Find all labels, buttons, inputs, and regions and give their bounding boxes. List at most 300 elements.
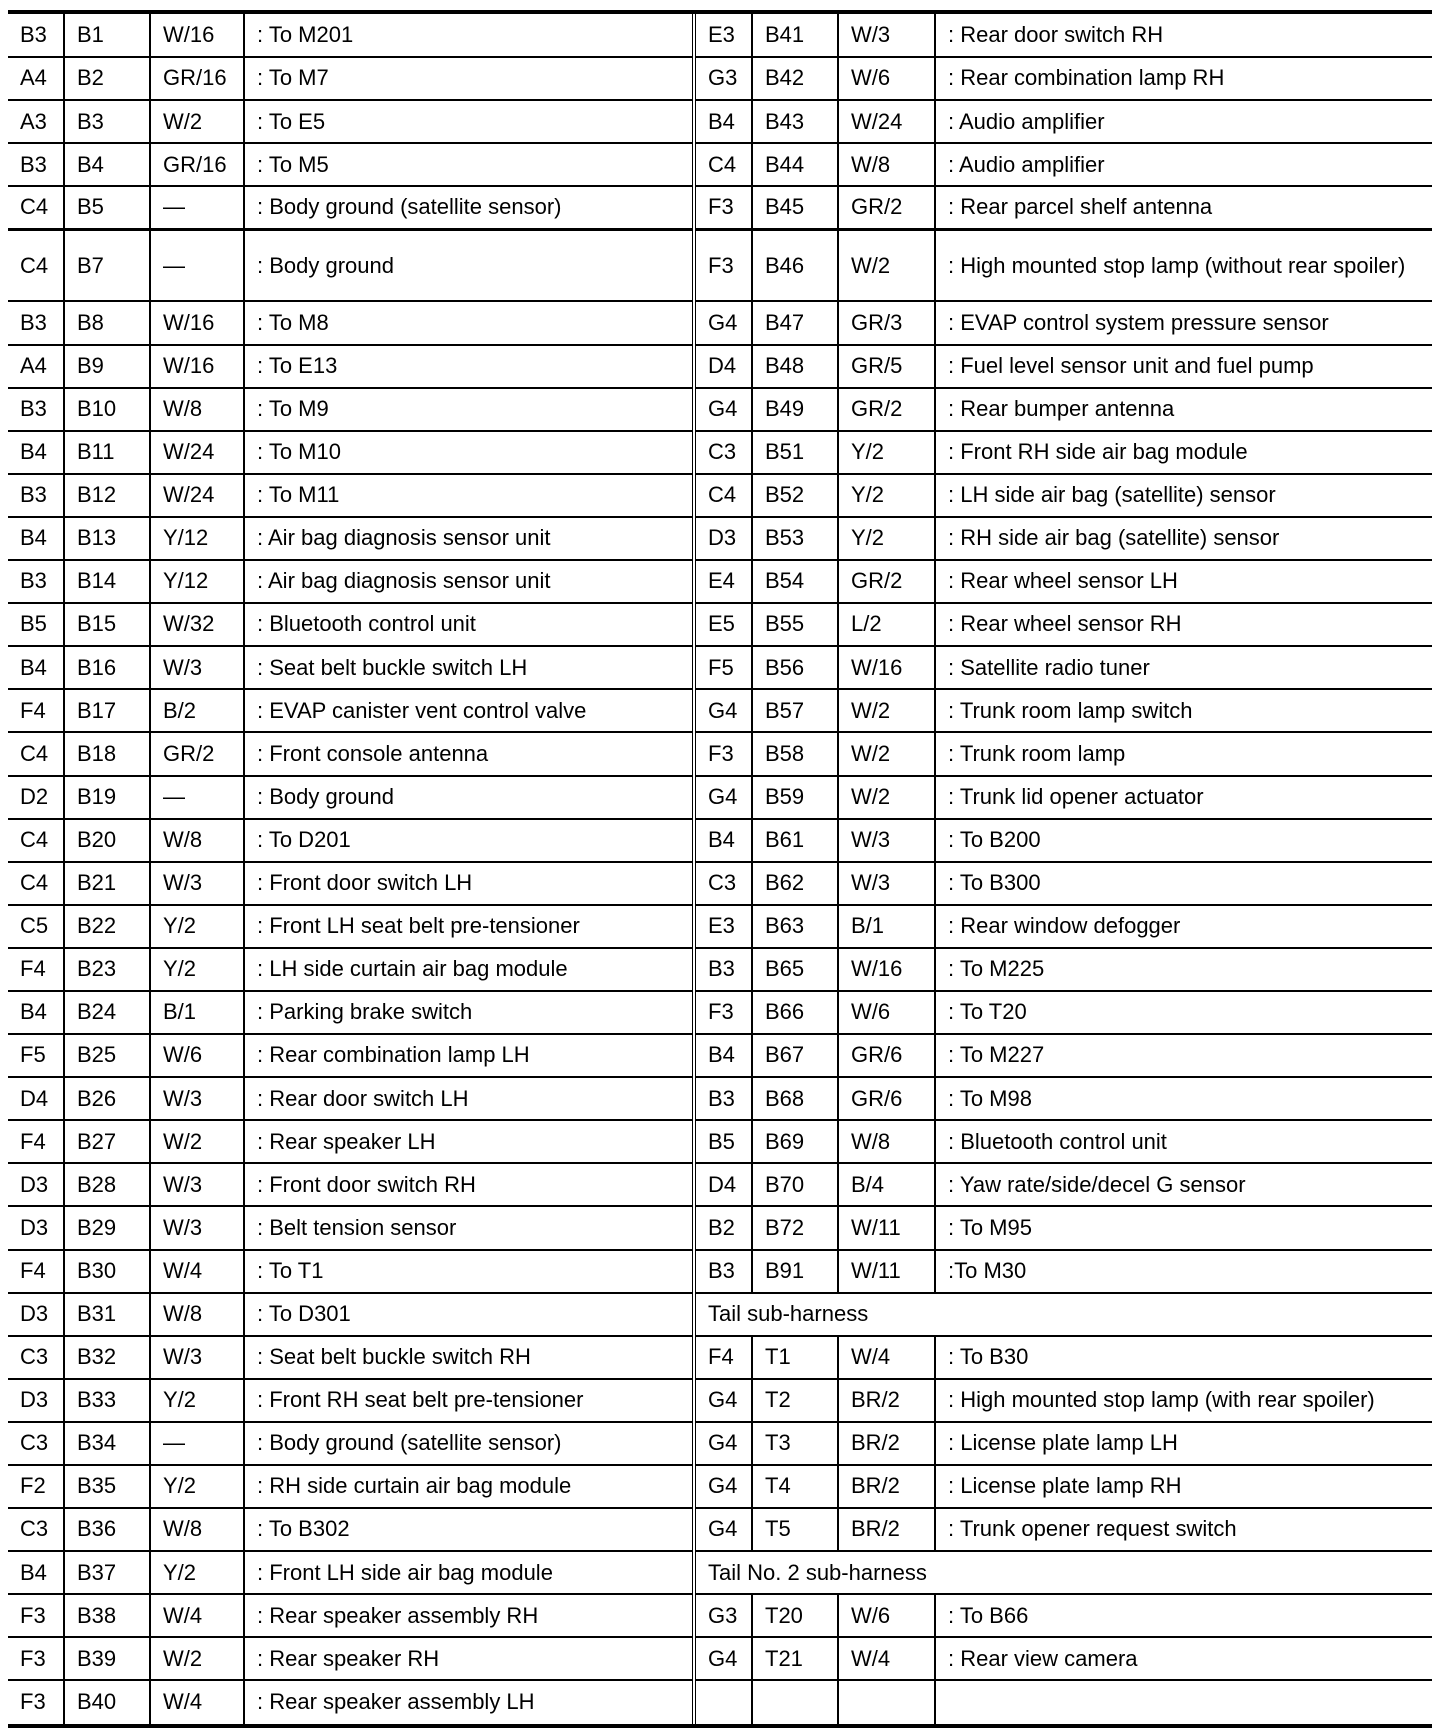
connector-number: B72 <box>752 1206 838 1249</box>
connector-description: : To M9 <box>244 388 694 431</box>
connector-spec: W/2 <box>838 689 935 732</box>
grid-location: B4 <box>694 1034 752 1077</box>
connector-number: B27 <box>64 1120 150 1163</box>
grid-location: F5 <box>8 1034 64 1077</box>
connector-spec: B/1 <box>150 991 244 1034</box>
connector-number: B33 <box>64 1379 150 1422</box>
table-row <box>8 431 1432 474</box>
connector-description: : EVAP canister vent control valve <box>244 689 694 732</box>
connector-list-table <box>8 10 1432 1728</box>
connector-description: : Rear window defogger <box>935 905 1432 948</box>
connector-number: B15 <box>64 603 150 646</box>
connector-description: : To B300 <box>935 862 1432 905</box>
connector-description: : To E13 <box>244 345 694 388</box>
connector-spec: GR/2 <box>838 560 935 603</box>
grid-location: G4 <box>694 388 752 431</box>
grid-location: C4 <box>8 862 64 905</box>
connector-number: B10 <box>64 388 150 431</box>
table-row <box>8 1422 1432 1465</box>
connector-spec: W/3 <box>150 1206 244 1249</box>
connector-description: : To M11 <box>244 474 694 517</box>
connector-spec: W/24 <box>150 431 244 474</box>
table-row <box>8 1034 1432 1077</box>
grid-location: B4 <box>8 517 64 560</box>
grid-location: D4 <box>694 345 752 388</box>
connector-description: : Rear speaker assembly RH <box>244 1594 694 1637</box>
connector-description: : To M95 <box>935 1206 1432 1249</box>
grid-location: G4 <box>694 1508 752 1551</box>
table-row <box>8 646 1432 689</box>
connector-description: : Trunk room lamp <box>935 732 1432 775</box>
sub-harness-heading: Tail sub-harness <box>694 1293 1432 1336</box>
connector-spec: W/16 <box>150 345 244 388</box>
table-row <box>8 1379 1432 1422</box>
connector-number: B56 <box>752 646 838 689</box>
connector-spec: GR/16 <box>150 57 244 100</box>
grid-location: C4 <box>8 229 64 301</box>
connector-number: T20 <box>752 1594 838 1637</box>
connector-description: : Parking brake switch <box>244 991 694 1034</box>
connector-number: B16 <box>64 646 150 689</box>
connector-description: : Air bag diagnosis sensor unit <box>244 560 694 603</box>
connector-number: B5 <box>64 186 150 229</box>
connector-spec: W/4 <box>838 1637 935 1680</box>
grid-location <box>694 1680 752 1723</box>
grid-location: D3 <box>8 1293 64 1336</box>
connector-description: : Rear bumper antenna <box>935 388 1432 431</box>
grid-location: D4 <box>694 1163 752 1206</box>
connector-number: B69 <box>752 1120 838 1163</box>
connector-spec: GR/2 <box>838 186 935 229</box>
grid-location: D3 <box>8 1206 64 1249</box>
grid-location: C4 <box>694 143 752 186</box>
connector-description: : To M7 <box>244 57 694 100</box>
table-row <box>8 948 1432 991</box>
connector-number: B8 <box>64 301 150 344</box>
connector-number <box>752 1680 838 1723</box>
connector-number: B54 <box>752 560 838 603</box>
connector-spec: W/2 <box>150 1120 244 1163</box>
connector-number: T5 <box>752 1508 838 1551</box>
connector-spec: B/1 <box>838 905 935 948</box>
connector-description: : Rear view camera <box>935 1637 1432 1680</box>
grid-location: F3 <box>694 229 752 301</box>
connector-number: B34 <box>64 1422 150 1465</box>
table-row <box>8 991 1432 1034</box>
connector-number: B39 <box>64 1637 150 1680</box>
grid-location: E4 <box>694 560 752 603</box>
table-row <box>8 732 1432 775</box>
grid-location: C3 <box>694 862 752 905</box>
connector-description: : EVAP control system pressure sensor <box>935 301 1432 344</box>
connector-number: B43 <box>752 100 838 143</box>
connector-number: B49 <box>752 388 838 431</box>
connector-description: : Rear wheel sensor LH <box>935 560 1432 603</box>
connector-description: : Audio amplifier <box>935 100 1432 143</box>
table-row <box>8 388 1432 431</box>
connector-description: : To D301 <box>244 1293 694 1336</box>
grid-location: C4 <box>8 732 64 775</box>
connector-spec: W/2 <box>838 776 935 819</box>
connector-spec: Y/2 <box>150 1379 244 1422</box>
connector-spec: Y/2 <box>838 431 935 474</box>
table-row <box>8 474 1432 517</box>
connector-number: B40 <box>64 1680 150 1723</box>
connector-spec: GR/3 <box>838 301 935 344</box>
connector-spec: GR/16 <box>150 143 244 186</box>
connector-number: B42 <box>752 57 838 100</box>
connector-number: B18 <box>64 732 150 775</box>
grid-location: C5 <box>8 905 64 948</box>
connector-description: : Rear combination lamp LH <box>244 1034 694 1077</box>
connector-description: : Satellite radio tuner <box>935 646 1432 689</box>
grid-location: B5 <box>694 1120 752 1163</box>
table-row <box>8 14 1432 57</box>
connector-number: B24 <box>64 991 150 1034</box>
connector-number: B48 <box>752 345 838 388</box>
grid-location: B4 <box>694 819 752 862</box>
connector-number: T3 <box>752 1422 838 1465</box>
connector-description: : Yaw rate/side/decel G sensor <box>935 1163 1432 1206</box>
table-row <box>8 776 1432 819</box>
grid-location: E5 <box>694 603 752 646</box>
connector-spec: Y/2 <box>838 474 935 517</box>
connector-number: B3 <box>64 100 150 143</box>
connector-description: : To B66 <box>935 1594 1432 1637</box>
connector-description: : Rear parcel shelf antenna <box>935 186 1432 229</box>
connector-description: : Body ground <box>244 229 694 301</box>
grid-location: F3 <box>20 1689 46 1715</box>
grid-location: F3 <box>8 1594 64 1637</box>
connector-spec: Y/2 <box>150 1551 244 1594</box>
connector-description: : Trunk lid opener actuator <box>935 776 1432 819</box>
connector-spec <box>838 1680 935 1723</box>
connector-number: B65 <box>752 948 838 991</box>
connector-number: B29 <box>64 1206 150 1249</box>
table-row <box>8 560 1432 603</box>
table-row <box>8 186 1432 229</box>
connector-number: B11 <box>64 431 150 474</box>
grid-location: B4 <box>8 431 64 474</box>
connector-spec: W/16 <box>150 301 244 344</box>
connector-spec: W/32 <box>150 603 244 646</box>
connector-number: B53 <box>752 517 838 560</box>
grid-location: G4 <box>694 776 752 819</box>
connector-spec: W/6 <box>838 1594 935 1637</box>
table-row <box>8 1637 1432 1680</box>
table-row <box>8 1077 1432 1120</box>
table-row <box>8 57 1432 100</box>
grid-location: B3 <box>694 1250 752 1293</box>
grid-location: E3 <box>694 905 752 948</box>
connector-description: : To M8 <box>244 301 694 344</box>
connector-description: : Audio amplifier <box>935 143 1432 186</box>
connector-spec: W/8 <box>150 1293 244 1336</box>
connector-number: B13 <box>64 517 150 560</box>
connector-description: : RH side curtain air bag module <box>244 1465 694 1508</box>
table-row <box>8 603 1432 646</box>
connector-number: B23 <box>64 948 150 991</box>
connector-spec: W/11 <box>838 1206 935 1249</box>
table-row <box>8 1120 1432 1163</box>
grid-location: B3 <box>8 14 64 57</box>
connector-spec: W/3 <box>838 862 935 905</box>
grid-location: F2 <box>8 1465 64 1508</box>
connector-description: : Rear speaker RH <box>244 1637 694 1680</box>
grid-location: F3 <box>694 991 752 1034</box>
connector-spec: W/6 <box>838 57 935 100</box>
connector-number: B57 <box>752 689 838 732</box>
connector-spec: L/2 <box>838 603 935 646</box>
grid-location: D3 <box>8 1379 64 1422</box>
connector-number: B9 <box>64 345 150 388</box>
connector-spec: — <box>150 186 244 229</box>
connector-number: B17 <box>64 689 150 732</box>
connector-spec: GR/2 <box>150 732 244 775</box>
connector-spec: GR/6 <box>838 1077 935 1120</box>
connector-description: : To M227 <box>935 1034 1432 1077</box>
connector-spec: W/3 <box>838 819 935 862</box>
grid-location: C4 <box>694 474 752 517</box>
connector-spec: GR/2 <box>838 388 935 431</box>
connector-number: B25 <box>64 1034 150 1077</box>
connector-spec: GR/5 <box>838 345 935 388</box>
grid-location: B4 <box>694 100 752 143</box>
connector-spec: BR/2 <box>838 1379 935 1422</box>
connector-number: B4 <box>64 143 150 186</box>
connector-spec: B/4 <box>838 1163 935 1206</box>
connector-number: B45 <box>752 186 838 229</box>
grid-location: D3 <box>694 517 752 560</box>
connector-spec: W/8 <box>150 1508 244 1551</box>
connector-number: B47 <box>752 301 838 344</box>
grid-location: F4 <box>8 1120 64 1163</box>
grid-location: G4 <box>694 301 752 344</box>
grid-location: E3 <box>694 14 752 57</box>
connector-description: : Belt tension sensor <box>244 1206 694 1249</box>
grid-location: C3 <box>8 1508 64 1551</box>
connector-spec: W/16 <box>838 646 935 689</box>
grid-location: B2 <box>694 1206 752 1249</box>
connector-number: B67 <box>752 1034 838 1077</box>
connector-description: : Body ground (satellite sensor) <box>244 1422 694 1465</box>
connector-spec: Y/12 <box>150 517 244 560</box>
grid-location: B3 <box>694 1077 752 1120</box>
grid-location: B4 <box>8 646 64 689</box>
connector-spec: — <box>150 229 244 301</box>
table-row <box>8 819 1432 862</box>
grid-location: C4 <box>8 186 64 229</box>
connector-number: B30 <box>64 1250 150 1293</box>
connector-number: T4 <box>752 1465 838 1508</box>
connector-spec: GR/6 <box>838 1034 935 1077</box>
table-row <box>8 1508 1432 1551</box>
grid-location: C4 <box>8 819 64 862</box>
grid-location: F3 <box>8 1637 64 1680</box>
connector-description: : To E5 <box>244 100 694 143</box>
connector-description: : To M225 <box>935 948 1432 991</box>
grid-location: B3 <box>8 301 64 344</box>
connector-number: B19 <box>64 776 150 819</box>
connector-spec: W/4 <box>838 1336 935 1379</box>
connector-description: : To M10 <box>244 431 694 474</box>
connector-spec: W/2 <box>150 1637 244 1680</box>
connector-number: B46 <box>752 229 838 301</box>
connector-number: B61 <box>752 819 838 862</box>
connector-description: : Bluetooth control unit <box>244 603 694 646</box>
table-row <box>8 1250 1432 1293</box>
connector-spec: W/11 <box>838 1250 935 1293</box>
connector-number: T1 <box>752 1336 838 1379</box>
grid-location: C3 <box>694 431 752 474</box>
connector-spec: W/16 <box>150 14 244 57</box>
connector-spec: W/8 <box>838 1120 935 1163</box>
grid-location: B3 <box>8 388 64 431</box>
connector-number: B44 <box>752 143 838 186</box>
connector-number: B52 <box>752 474 838 517</box>
connector-number: B68 <box>752 1077 838 1120</box>
connector-number: B20 <box>64 819 150 862</box>
connector-number: B1 <box>64 14 150 57</box>
table-row <box>8 1594 1432 1637</box>
connector-description: : High mounted stop lamp (without rear spoiler) <box>935 229 1432 301</box>
table-row <box>8 517 1432 560</box>
grid-location: A4 <box>8 345 64 388</box>
connector-number: T21 <box>752 1637 838 1680</box>
connector-description: : LH side air bag (satellite) sensor <box>935 474 1432 517</box>
table-row <box>8 100 1432 143</box>
connector-description: : Front door switch LH <box>244 862 694 905</box>
connector-description: : Front LH side air bag module <box>244 1551 694 1594</box>
connector-description: : License plate lamp LH <box>935 1422 1432 1465</box>
connector-spec: W/4 <box>150 1594 244 1637</box>
sub-harness-heading: Tail No. 2 sub-harness <box>694 1551 1432 1594</box>
connector-description: : Trunk room lamp switch <box>935 689 1432 732</box>
connector-spec: W/2 <box>838 229 935 301</box>
grid-location: B3 <box>8 143 64 186</box>
table-row <box>8 905 1432 948</box>
connector-description: : Rear speaker assembly LH <box>244 1680 694 1723</box>
grid-location: D4 <box>8 1077 64 1120</box>
connector-description: : Bluetooth control unit <box>935 1120 1432 1163</box>
connector-number: B62 <box>752 862 838 905</box>
grid-location: F3 <box>694 186 752 229</box>
connector-description: : LH side curtain air bag module <box>244 948 694 991</box>
connector-number: B31 <box>64 1293 150 1336</box>
grid-location: A4 <box>8 57 64 100</box>
connector-spec: B/2 <box>150 689 244 732</box>
table-row <box>8 1680 1432 1723</box>
connector-number: B41 <box>752 14 838 57</box>
grid-location: F4 <box>8 1250 64 1293</box>
connector-number: B12 <box>64 474 150 517</box>
table-row <box>8 1551 1432 1594</box>
table-row <box>8 1163 1432 1206</box>
connector-description: : Rear combination lamp RH <box>935 57 1432 100</box>
connector-spec: W/3 <box>150 1163 244 1206</box>
grid-location: B3 <box>8 560 64 603</box>
connector-description: : Seat belt buckle switch LH <box>244 646 694 689</box>
connector-description: : Front LH seat belt pre-tensioner <box>244 905 694 948</box>
grid-location: C3 <box>8 1422 64 1465</box>
table-row <box>8 1465 1432 1508</box>
connector-number: B22 <box>64 905 150 948</box>
grid-location: D2 <box>8 776 64 819</box>
connector-description: : Front RH seat belt pre-tensioner <box>244 1379 694 1422</box>
connector-description: : Air bag diagnosis sensor unit <box>244 517 694 560</box>
connector-number: B58 <box>752 732 838 775</box>
connector-description: : Rear door switch LH <box>244 1077 694 1120</box>
grid-location: B3 <box>8 474 64 517</box>
connector-number: B70 <box>752 1163 838 1206</box>
table-row <box>8 1293 1432 1336</box>
connector-description: : Seat belt buckle switch RH <box>244 1336 694 1379</box>
connector-number: B26 <box>64 1077 150 1120</box>
connector-number: B32 <box>64 1336 150 1379</box>
connector-spec: W/2 <box>150 100 244 143</box>
connector-description: : To D201 <box>244 819 694 862</box>
connector-number: T2 <box>752 1379 838 1422</box>
grid-location: F4 <box>8 948 64 991</box>
connector-spec: W/8 <box>150 819 244 862</box>
connector-description: : To M5 <box>244 143 694 186</box>
connector-description: : To B302 <box>244 1508 694 1551</box>
connector-spec: W/3 <box>150 1077 244 1120</box>
connector-description: : To T1 <box>244 1250 694 1293</box>
grid-location: B4 <box>8 1551 64 1594</box>
connector-spec: — <box>150 1422 244 1465</box>
grid-location: D3 <box>8 1163 64 1206</box>
grid-location: F4 <box>694 1336 752 1379</box>
connector-spec: Y/12 <box>150 560 244 603</box>
grid-location: G3 <box>694 1594 752 1637</box>
connector-description: : Trunk opener request switch <box>935 1508 1432 1551</box>
connector-spec: W/8 <box>838 143 935 186</box>
connector-number: B21 <box>64 862 150 905</box>
connector-spec: W/3 <box>150 646 244 689</box>
table-row <box>8 229 1432 301</box>
connector-description: : To B200 <box>935 819 1432 862</box>
connector-spec: BR/2 <box>838 1465 935 1508</box>
connector-spec: W/3 <box>150 862 244 905</box>
connector-number: B63 <box>752 905 838 948</box>
grid-location: C3 <box>8 1336 64 1379</box>
connector-spec: W/3 <box>150 1336 244 1379</box>
connector-description: : Front console antenna <box>244 732 694 775</box>
connector-number: B59 <box>752 776 838 819</box>
connector-description <box>935 1680 1432 1723</box>
connector-description: : Rear wheel sensor RH <box>935 603 1432 646</box>
connector-description: : Front door switch RH <box>244 1163 694 1206</box>
table-row <box>8 1336 1432 1379</box>
grid-location: B5 <box>8 603 64 646</box>
connector-number: B55 <box>752 603 838 646</box>
connector-spec: BR/2 <box>838 1422 935 1465</box>
table-row <box>8 862 1432 905</box>
connector-number: B14 <box>64 560 150 603</box>
connector-number: B28 <box>64 1163 150 1206</box>
grid-location: G4 <box>694 1422 752 1465</box>
connector-number: B7 <box>64 229 150 301</box>
connector-spec: W/4 <box>150 1680 244 1723</box>
connector-spec: W/24 <box>838 100 935 143</box>
connector-description: :To M30 <box>935 1250 1432 1293</box>
connector-description: : RH side air bag (satellite) sensor <box>935 517 1432 560</box>
connector-number: B51 <box>752 431 838 474</box>
connector-spec: W/4 <box>150 1250 244 1293</box>
grid-location: B4 <box>8 991 64 1034</box>
connector-spec: — <box>150 776 244 819</box>
